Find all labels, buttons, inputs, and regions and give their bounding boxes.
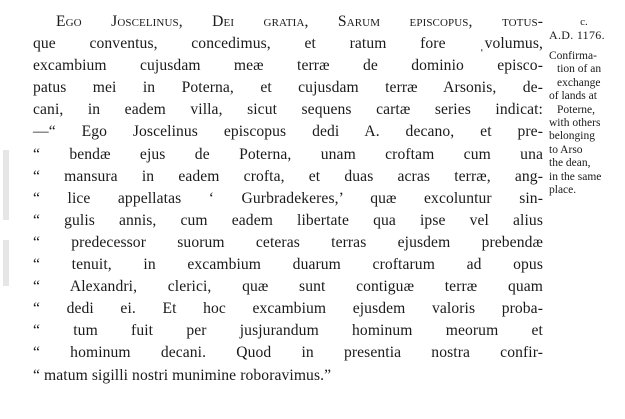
summary-line: with others bbox=[549, 117, 601, 130]
summary-line: to Arso bbox=[549, 143, 583, 156]
scan-edge-mark bbox=[3, 240, 9, 286]
charter-line: patus mei in Poterna, et cujusdam terræ Arsonis, de- bbox=[33, 79, 543, 97]
charter-line: “ matum sigilli nostri munimine roboravimus.” bbox=[33, 366, 332, 384]
charter-line: que conventus, concedimus, et ratum fore ˌvolumus, bbox=[33, 35, 543, 53]
summary-line: in the same bbox=[549, 170, 602, 183]
summary-line: belonging bbox=[549, 130, 595, 143]
summary-line: Confirma- bbox=[549, 50, 597, 62]
charter-line: excambium cujusdam meæ terræ de dominio episco- bbox=[33, 57, 543, 75]
charter-line: “ dedi ei. Et hoc excambium ejusdem valoris proba- bbox=[33, 300, 543, 318]
summary-line: place. bbox=[549, 184, 577, 197]
charter-line: Ego Joscelinus, Dei gratia, Sarum episcopus, totus- bbox=[56, 13, 543, 30]
charter-line: “ hominum decani. Quod in presentia nostra confir- bbox=[33, 344, 543, 362]
charter-line: “ mansura in eadem crofta, et duas acras terræ, ang- bbox=[33, 167, 543, 185]
charter-line: “ bendæ ejus de Poterna, unam croftam cum una bbox=[33, 145, 543, 163]
charter-line: “ tenuit, in excambium duarum croftarum ad opus bbox=[33, 256, 543, 274]
charter-line: “ gulis annis, cum eadem libertate qua ipse vel alius bbox=[33, 211, 543, 229]
summary-line: exchange bbox=[557, 76, 601, 89]
charter-line: “ Alexandri, clerici, quæ sunt contiguæ terræ quam bbox=[33, 278, 543, 296]
charter-line: “ predecessor suorum ceteras terras ejusdem prebendæ bbox=[33, 233, 543, 251]
scan-edge-mark bbox=[3, 150, 9, 220]
date-circa: c. bbox=[580, 16, 588, 28]
charter-line: “ tum fuit per jusjurandum hominum meorum et bbox=[33, 322, 543, 340]
charter-line: cani, in eadem villa, sicut sequens cartæ series indicat: bbox=[33, 101, 543, 119]
charter-text bbox=[33, 11, 543, 387]
summary-line: Poterne, bbox=[557, 103, 596, 116]
marginal-note bbox=[549, 16, 625, 197]
charter-line: —“ Ego Joscelinus episcopus dedi A. decano, et pre- bbox=[33, 123, 543, 141]
summary-line: of lands at bbox=[549, 90, 597, 103]
charter-line: “ lice appellatas ‘ Gurbradekeres,’ quæ excoluntur sin- bbox=[33, 189, 543, 207]
summary-line: tion of an bbox=[557, 63, 602, 76]
summary-line: the dean, bbox=[549, 157, 591, 170]
date-year: A.D. 1176. bbox=[549, 28, 605, 42]
